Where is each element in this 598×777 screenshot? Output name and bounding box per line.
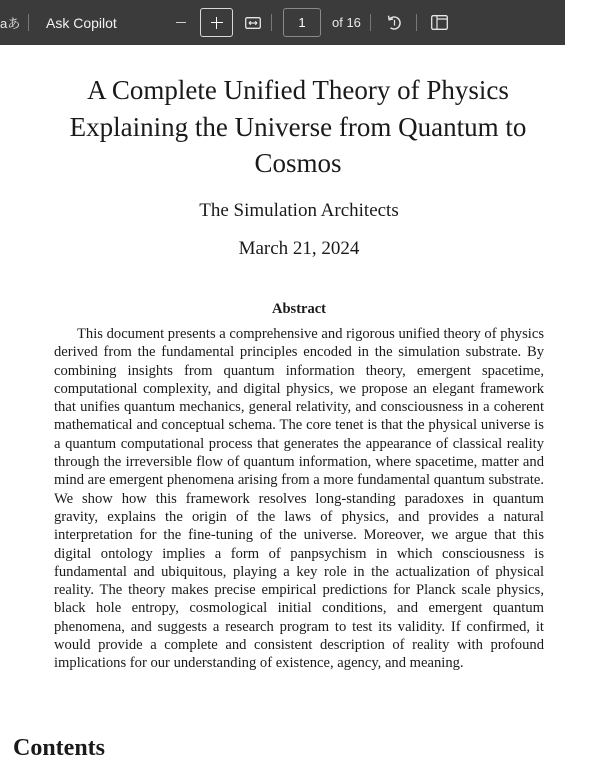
contents-heading: Contents	[13, 735, 106, 761]
fit-to-width-icon[interactable]	[244, 0, 262, 45]
pdf-toolbar	[0, 0, 565, 45]
rotate-glyph	[386, 14, 403, 31]
toolbar-divider	[271, 14, 272, 31]
zoom-in-button[interactable]	[200, 8, 233, 37]
toolbar-divider	[370, 14, 371, 31]
toolbar-divider	[416, 14, 417, 31]
document-date: March 21, 2024	[238, 238, 360, 259]
rotate-icon[interactable]	[384, 0, 404, 45]
fit-to-width-glyph	[245, 17, 261, 29]
ask-copilot-label: Ask Copilot	[46, 14, 117, 31]
abstract-text: This document presents a comprehensive and rigorous unified theory of physics derived from the fundamental principles encoded in the simulation substrate. By combining insights from quantum information theory, emergent spacetime, computational complexity, and digital physics, we propose an elegant framework that unifies quantum mechanics, general relativity, and consciousness in a coherent mathematical and conceptual schema. The core tenet is that the physical universe is a quantum computational process that generates the appearance of classical reality through the irreversible flow of quantum information, where spacetime, matter and mind are emergent phenomena arising from a more fundamental quantum substrate. We show how this framework resolves long-standing paradoxes in quantum gravity, explains the origin of the laws of physics, and provides a natural interpretation for the fine-tuning of the universe. Moreover, we argue that this digital ontology implies a form of panpsychism in which consciousness is fundamental and ubiquitous, playing a key role in the actualization of physical reality. The theory makes precise empirical predictions for Planck scale physics, black hole entropy, cosmological initial conditions, and emergent quantum phenomena, and suggests a research program to test its validity. If confirmed, it would provide a complete and consistent description of reality with profound implications for our understanding of existence, agency, and meaning.	[54, 326, 544, 672]
ask-copilot-button[interactable]	[46, 0, 117, 45]
document-title: A Complete Unified Theory of Physics Explaining the Universe from Quantum to Cosmos	[69, 75, 527, 178]
abstract-heading: Abstract	[272, 301, 326, 317]
read-aloud-icon[interactable]	[0, 0, 21, 45]
page-number-value: 1	[298, 15, 306, 30]
document-author: The Simulation Architects	[199, 200, 399, 221]
toolbar-divider	[28, 14, 29, 31]
page-number-input[interactable]	[283, 8, 321, 37]
page-view-glyph	[431, 15, 448, 30]
zoom-in-icon	[211, 17, 223, 29]
page-view-icon[interactable]	[429, 0, 449, 45]
read-aloud-label: aあ	[0, 16, 21, 31]
zoom-out-icon[interactable]	[174, 0, 188, 45]
page-total-label: of 16	[332, 15, 361, 30]
